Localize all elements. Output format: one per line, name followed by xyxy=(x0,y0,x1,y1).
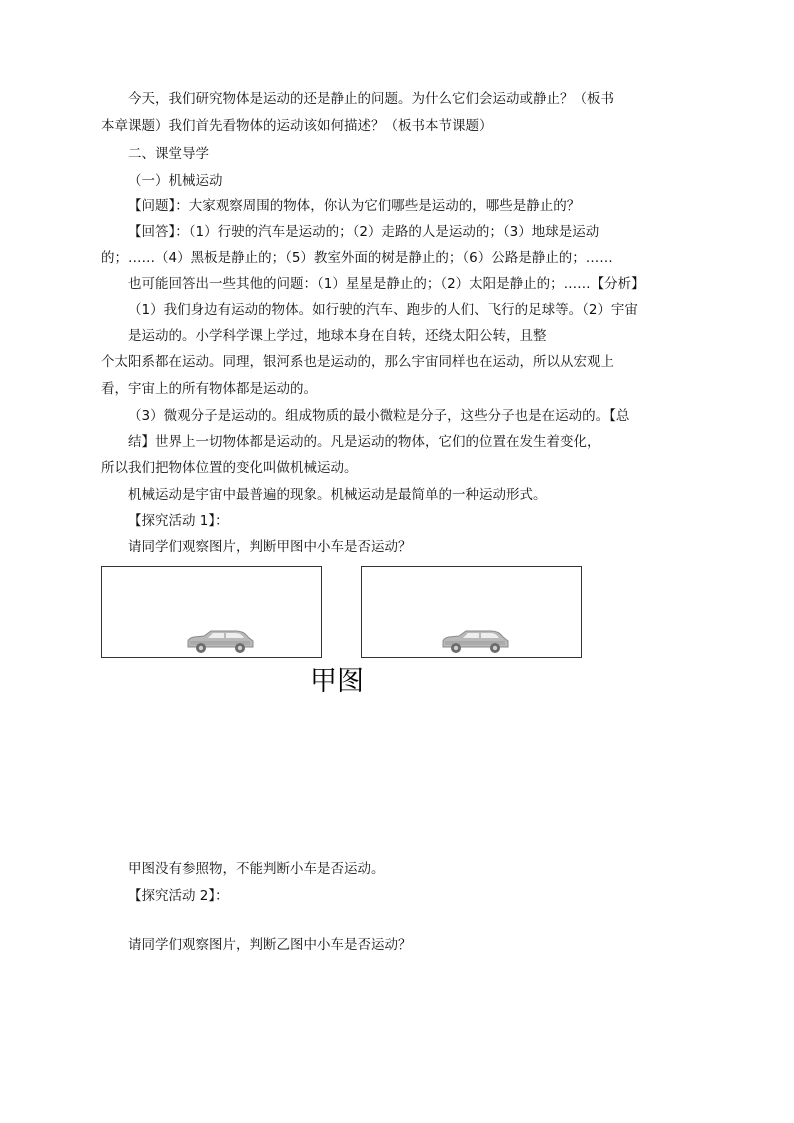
paragraph-line: 【回答】：（1）行驶的汽车是运动的；（2）走路的人是运动的；（3）地球是运动 xyxy=(128,224,600,240)
subsection-heading: （一）机械运动 xyxy=(128,173,223,189)
paragraph-line: 个太阳系都在运动。同理，银河系也是运动的，那么宇宙同样也在运动，所以从宏观上 xyxy=(101,354,614,370)
paragraph-line: 机械运动是宇宙中最普遍的现象。机械运动是最简单的一种运动形式。 xyxy=(128,487,547,503)
paragraph-line: 也可能回答出一些其他的问题：（1）星星是静止的；（2）太阳是静止的；……【分析】 xyxy=(128,276,645,292)
paragraph-line: 请同学们观察图片，判断甲图中小车是否运动？ xyxy=(128,539,412,555)
car-icon xyxy=(184,629,256,655)
figure-caption: 甲图 xyxy=(310,666,364,697)
activity-heading: 【探究活动 1】： xyxy=(128,513,229,529)
paragraph-line: （3）微观分子是运动的。组成物质的最小微粒是分子，这些分子也是在运动的。【总 xyxy=(128,408,630,424)
paragraph-line: （1）我们身边有运动的物体。如行驶的汽车、跑步的人们、飞行的足球等。（2）宇宙 xyxy=(128,302,638,318)
paragraph-line: 本章课题）我们首先看物体的运动该如何描述？（板书本节课题） xyxy=(101,118,493,134)
paragraph-line: 看，宇宙上的所有物体都是运动的。 xyxy=(101,381,317,397)
paragraph-line: 结】世界上一切物体都是运动的。凡是运动的物体，它们的位置在发生着变化， xyxy=(128,434,601,450)
paragraph-line: 【问题】：大家观察周围的物体，你认为它们哪些是运动的，哪些是静止的？ xyxy=(128,198,581,214)
paragraph-line: 的；……（4）黑板是静止的；（5）教室外面的树是静止的；（6）公路是静止的；…… xyxy=(101,250,613,266)
section-heading: 二、课堂导学 xyxy=(128,146,209,162)
paragraph-line: 今天，我们研究物体是运动的还是静止的问题。为什么它们会运动或静止？（板书 xyxy=(128,91,614,107)
figure-panel-right xyxy=(361,566,582,658)
paragraph-line: 是运动的。小学科学课上学过，地球本身在自转，还绕太阳公转，且整 xyxy=(128,328,547,344)
activity-heading: 【探究活动 2】： xyxy=(128,888,229,904)
paragraph-line: 请同学们观察图片，判断乙图中小车是否运动？ xyxy=(128,937,412,953)
figure-panel-left xyxy=(101,566,322,658)
car-icon xyxy=(439,629,511,655)
paragraph-line: 甲图没有参照物，不能判断小车是否运动。 xyxy=(128,861,385,877)
paragraph-line: 所以我们把物体位置的变化叫做机械运动。 xyxy=(101,460,358,476)
